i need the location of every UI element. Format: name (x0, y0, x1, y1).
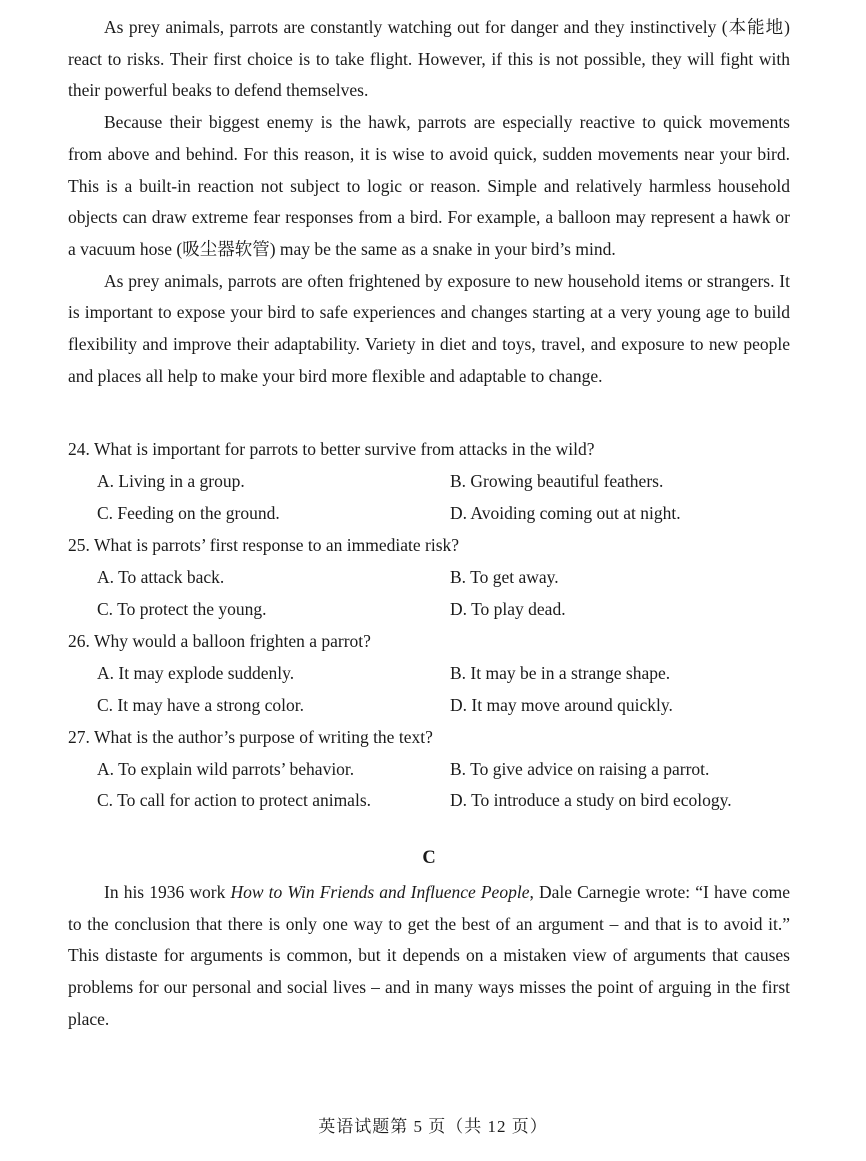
option-25-a: A. To attack back. (97, 567, 225, 588)
option-26-d: D. It may move around quickly. (450, 694, 673, 715)
question-stem: What is the author’s purpose of writing the text? (93, 726, 433, 747)
option-24-c: C. Feeding on the ground. (97, 503, 280, 524)
option-27-b: B. To give advice on raising a parrot. (450, 758, 710, 779)
question-25-text (68, 530, 790, 562)
question-number: 24. (68, 439, 90, 460)
page-content (68, 12, 790, 1036)
option-25-b: B. To get away. (450, 567, 559, 588)
question-stem: What is important for parrots to better survive from attacks in the wild? (93, 439, 595, 460)
question-24-options (68, 466, 790, 530)
question-27-text (68, 722, 790, 754)
option-24-d: D. Avoiding coming out at night. (450, 503, 681, 524)
option-25-d: D. To play dead. (450, 598, 566, 619)
questions-block (68, 434, 790, 817)
question-25 (68, 530, 790, 626)
question-26 (68, 626, 790, 722)
option-25-c: C. To protect the young. (97, 598, 267, 619)
option-24-b: B. Growing beautiful feathers. (450, 471, 664, 492)
passage-paragraph-3: As prey animals, parrots are often frightened by exposure to new household items or strangers. It is important to expose your bird to safe experiences and changes starting at a very young age to build flexibility and improve their adaptability. Variety in diet and toys, travel, and exposure to new people and places all help to make your bird more flexible and adaptable to change. (68, 270, 790, 386)
question-26-options (68, 658, 790, 722)
question-24-text (68, 434, 790, 466)
question-number: 26. (68, 630, 90, 651)
question-stem: What is parrots’ first response to an immediate risk? (93, 535, 460, 556)
option-27-d: D. To introduce a study on bird ecology. (450, 790, 732, 811)
passage-paragraph-2: Because their biggest enemy is the hawk, parrots are especially reactive to quick movements from above and behind. For this reason, it is wise to avoid quick, sudden movements near your bird. This is a built-in reaction not subject to logic or reason. Simple and relatively harmless household objects can draw extreme fear responses from a bird. For example, a balloon may represent a hawk or a vacuum hose (吸尘器软管) may be the same as a snake in your bird’s mind. (68, 112, 790, 259)
question-number: 27. (68, 726, 90, 747)
page-footer: 英语试题第 5 页（共 12 页） (318, 1117, 548, 1136)
question-stem: Why would a balloon frighten a parrot? (93, 630, 371, 651)
section-c-paragraph (68, 877, 790, 1036)
passage-paragraph-1: As prey animals, parrots are constantly watching out for danger and they instinctively (本能地) react to risks. Their first choice is to take flight. However, if this is not possible, they will fight with their powerful beaks to defend themselves. (68, 17, 790, 101)
option-26-c: C. It may have a strong color. (97, 694, 305, 715)
question-24 (68, 434, 790, 530)
book-title: How to Win Friends and Influence People (230, 882, 530, 903)
option-24-a: A. Living in a group. (97, 471, 245, 492)
option-26-a: A. It may explode suddenly. (97, 662, 295, 683)
option-27-a: A. To explain wild parrots’ behavior. (97, 758, 355, 779)
option-27-c: C. To call for action to protect animals. (97, 790, 372, 811)
question-number: 25. (68, 535, 90, 556)
section-c-text-prefix: In his 1936 work (104, 882, 231, 903)
section-c-heading: C (422, 848, 436, 869)
question-25-options (68, 562, 790, 626)
question-27 (68, 722, 790, 818)
option-26-b: B. It may be in a strange shape. (450, 662, 671, 683)
section-c-text-suffix: , Dale Carnegie wrote: “I have come to the conclusion that there is only one way to get the best of an argument – and that is to avoid it.” This distaste for arguments is common, but it depends on a mistaken view of arguments that causes problems for our personal and social lives – and in many ways misses the point of arguing in the first place. (68, 882, 791, 1029)
question-27-options (68, 754, 790, 818)
question-26-text (68, 626, 790, 658)
